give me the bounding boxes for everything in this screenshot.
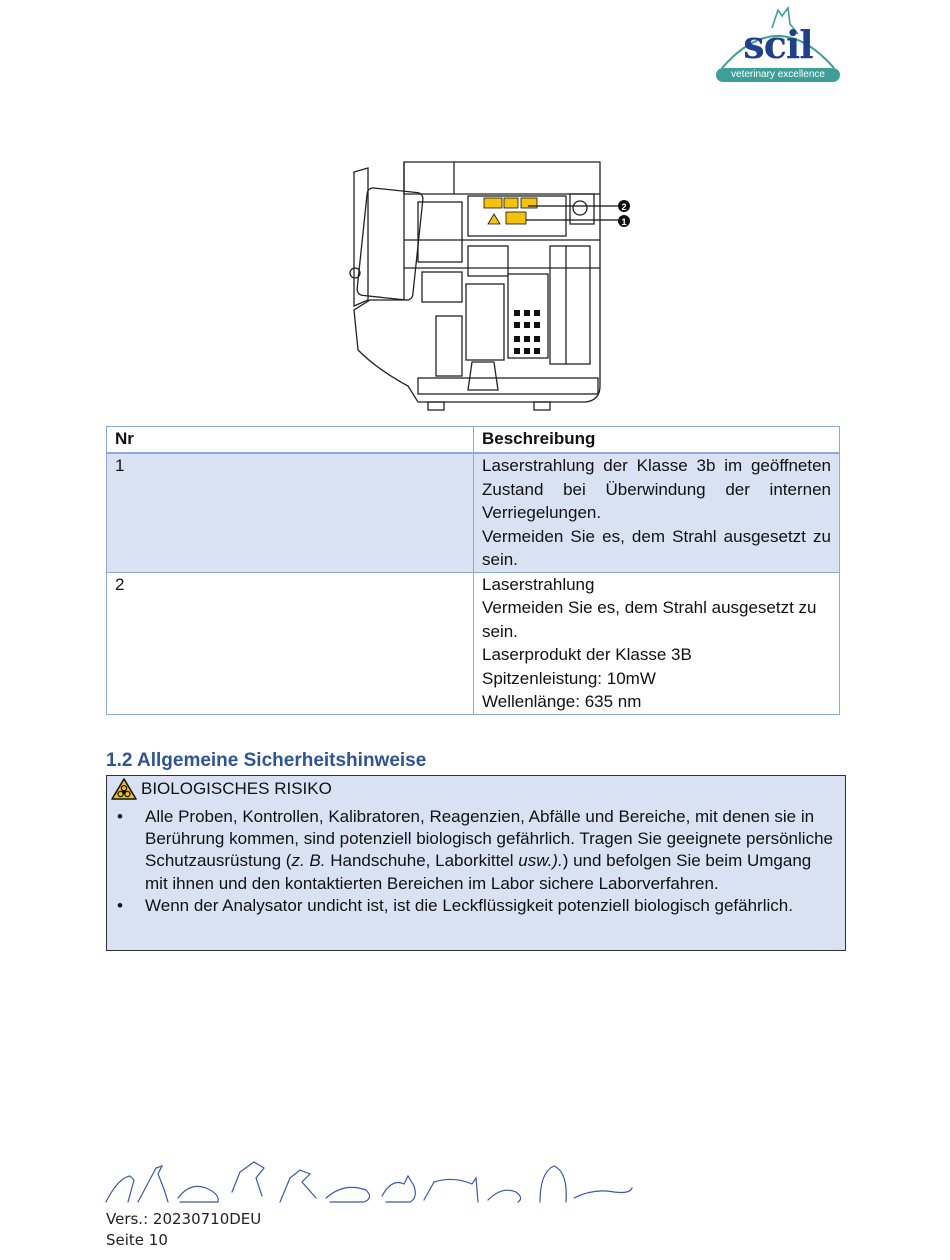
scil-logo bbox=[712, 4, 844, 84]
warning-list bbox=[107, 806, 835, 917]
warning-text: Alle Proben, Kontrollen, Kalibratoren, Reagenzien, Abfälle und Bereiche, mit denen sie in Berührung kommen, sind potenziell biologisch gefährlich. Tragen Sie geeignete persönliche Schutzausrüstung ( bbox=[145, 807, 833, 871]
analyzer-diagram bbox=[318, 150, 648, 418]
warning-title: BIOLOGISCHES RISIKO bbox=[141, 779, 332, 798]
table-header-description: Beschreibung bbox=[474, 427, 840, 454]
table-row bbox=[107, 572, 840, 714]
callout-1-label: 1 bbox=[621, 217, 627, 227]
list-item bbox=[107, 806, 835, 895]
biohazard-icon bbox=[111, 778, 137, 800]
description-line: Wellenlänge: 635 nm bbox=[482, 692, 642, 711]
footer-version: Vers.: 20230710DEU bbox=[106, 1210, 262, 1228]
footer-page-number: Seite 10 bbox=[106, 1231, 168, 1249]
description-line: Laserstrahlung bbox=[482, 574, 595, 594]
table-header-row bbox=[107, 427, 840, 454]
table-cell-nr: 1 bbox=[107, 453, 474, 572]
description-line: Vermeiden Sie es, dem Strahl ausgesetzt zu sein. bbox=[482, 526, 831, 569]
table-cell-nr: 2 bbox=[107, 572, 474, 714]
description-line: Spitzenleistung: 10mW bbox=[482, 668, 656, 688]
table-cell-description bbox=[474, 453, 840, 572]
warning-text: Wenn der Analysator undicht ist, ist die Leckflüssigkeit potenziell biologisch gefährlich. bbox=[145, 895, 793, 915]
description-line: Laserstrahlung der Klasse 3b im geöffneten Zustand bei Überwindung der internen Verriegelungen. bbox=[482, 456, 831, 522]
bullet-icon: • bbox=[117, 807, 123, 826]
footer-animal-decoration bbox=[104, 1158, 636, 1208]
logo-wordmark: scil bbox=[743, 22, 813, 67]
table-header-nr: Nr bbox=[107, 427, 474, 454]
description-line: Vermeiden Sie es, dem Strahl ausgesetzt zu sein. bbox=[482, 598, 817, 641]
warning-text-italic: z. B. bbox=[291, 851, 326, 871]
table-cell-description bbox=[474, 572, 840, 714]
table-row bbox=[107, 453, 840, 572]
warning-text: ) und befolgen Sie beim Umgang mit ihnen und den kontaktierten Bereichen im Labor sichere Laborverfahren. bbox=[145, 851, 812, 893]
logo-tagline: veterinary excellence bbox=[716, 68, 840, 82]
warning-title-row bbox=[111, 778, 332, 800]
section-heading: 1.2 Allgemeine Sicherheitshinweise bbox=[106, 750, 427, 771]
biohazard-warning-box bbox=[106, 775, 846, 951]
warning-text-italic: usw.). bbox=[518, 851, 563, 871]
warning-text: Handschuhe, Laborkittel bbox=[325, 851, 519, 871]
bullet-icon: • bbox=[117, 895, 123, 915]
callout-2-label: 2 bbox=[621, 202, 627, 212]
description-line: Laserprodukt der Klasse 3B bbox=[482, 645, 692, 664]
laser-label-table bbox=[106, 426, 840, 715]
list-item bbox=[107, 895, 835, 917]
